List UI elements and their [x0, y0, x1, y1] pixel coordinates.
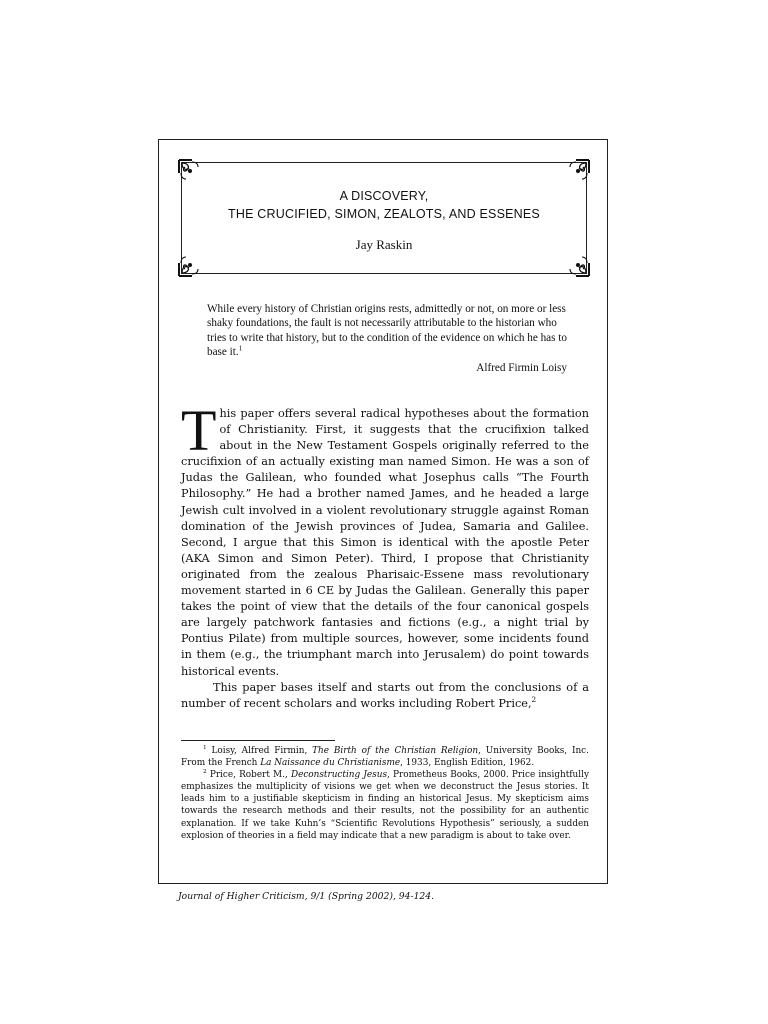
- footnote-ref[interactable]: 2: [531, 694, 537, 704]
- footnote-book-title: La Naissance du Christianisme: [260, 758, 401, 769]
- footnote-item: [181, 745, 589, 769]
- footnote-text: , 1933, English Edition, 1962.: [400, 758, 535, 769]
- document-page: [158, 139, 608, 884]
- paragraph: [181, 680, 589, 712]
- ornament-corner-icon: [568, 159, 590, 181]
- ornament-corner-icon: [178, 159, 200, 181]
- footnotes: [181, 745, 589, 842]
- epigraph-text: While every history of Christian origins rests, admittedly or not, on more or less shaky foundations, the fault is not necessarily attributable to the historian who tries to write that history, but to the condition of the evidence on which he has to base it.: [207, 303, 567, 358]
- footnote-text: Price, Robert M.,: [209, 770, 291, 781]
- footnote-book-title: The Birth of the Christian Religion: [312, 746, 479, 756]
- footnote-ref[interactable]: 1: [238, 344, 243, 353]
- title-frame: [181, 162, 587, 274]
- epigraph-attribution: Alfred Firmin Loisy: [476, 362, 567, 375]
- title-line-2: THE CRUCIFIED, SIMON, ZEALOTS, AND ESSENES: [228, 207, 540, 221]
- ornament-corner-icon: [178, 255, 200, 277]
- paragraph-text: his paper offers several radical hypotheses about the formation of Christianity. First, it suggests that the crucifixion talked about in the New Testament Gospels originally referred to the crucifixion of an actually existing man named Simon. He was a son of Judas the Galilean, who founded what Josephus calls “The Fourth Philosophy.” He had a brother named James, and he headed a large Jewish cult involved in a violent revolutionary struggle against Roman domination of the Jewish provinces of Judea, Samaria and Galilee. Second, I argue that this Simon is identical with the apostle Peter (AKA Simon and Simon Peter). Third, I propose that Christianity originated from the zealous Pharisaic-Essene mass revolutionary movement started in 6 CE by Judas the Galilean. Generally this paper takes the point of view that the details of the four canonical gospels are largely patchwork fantasies and fictions (e.g., a night trial by Pontius Pilate) from multiple sources, however, some incidents found in them (e.g., the triumphant march into Jerusalem) do point towards historical events.: [181, 407, 589, 678]
- journal-citation: Journal of Higher Criticism, 9/1 (Spring 2002), 94-124.: [178, 891, 435, 902]
- footnote-divider: [181, 740, 335, 741]
- body-text: [181, 398, 589, 712]
- epigraph: [207, 302, 567, 375]
- footnote-mark: 2: [203, 769, 207, 776]
- epigraph-quote: [207, 302, 567, 359]
- drop-cap: T: [181, 398, 217, 463]
- footnote-mark: 1: [203, 745, 207, 752]
- footnote-text: , University Books, Inc. From the French: [181, 746, 589, 769]
- title-line-1: A DISCOVERY,: [339, 189, 429, 203]
- paragraph-text: This paper bases itself and starts out from the conclusions of a number of recent scholars and works including Robert Price,: [181, 680, 589, 710]
- footnote-book-title: Deconstructing Jesus: [290, 770, 388, 781]
- footnote-text: , Prometheus Books, 2000. Price insightfully emphasizes the multiplicity of visions we get when we deconstruct the Jesus stories. It leads him to a justifiable skepticism in finding an historical Jesus. My skepticism aims towards the research methods and their results, not the possibility for an authentic explanation. If we take Kuhn’s “Scientific Revolutions Hypothesis” seriously, a sudden explosion of theories in a field may indicate that a new paradigm is about to take over.: [181, 770, 589, 841]
- paragraph: [181, 398, 589, 680]
- footnote-item: [181, 769, 589, 842]
- ornament-corner-icon: [568, 255, 590, 277]
- author-name: Jay Raskin: [355, 237, 413, 252]
- footnote-text: Loisy, Alfred Firmin,: [211, 746, 313, 756]
